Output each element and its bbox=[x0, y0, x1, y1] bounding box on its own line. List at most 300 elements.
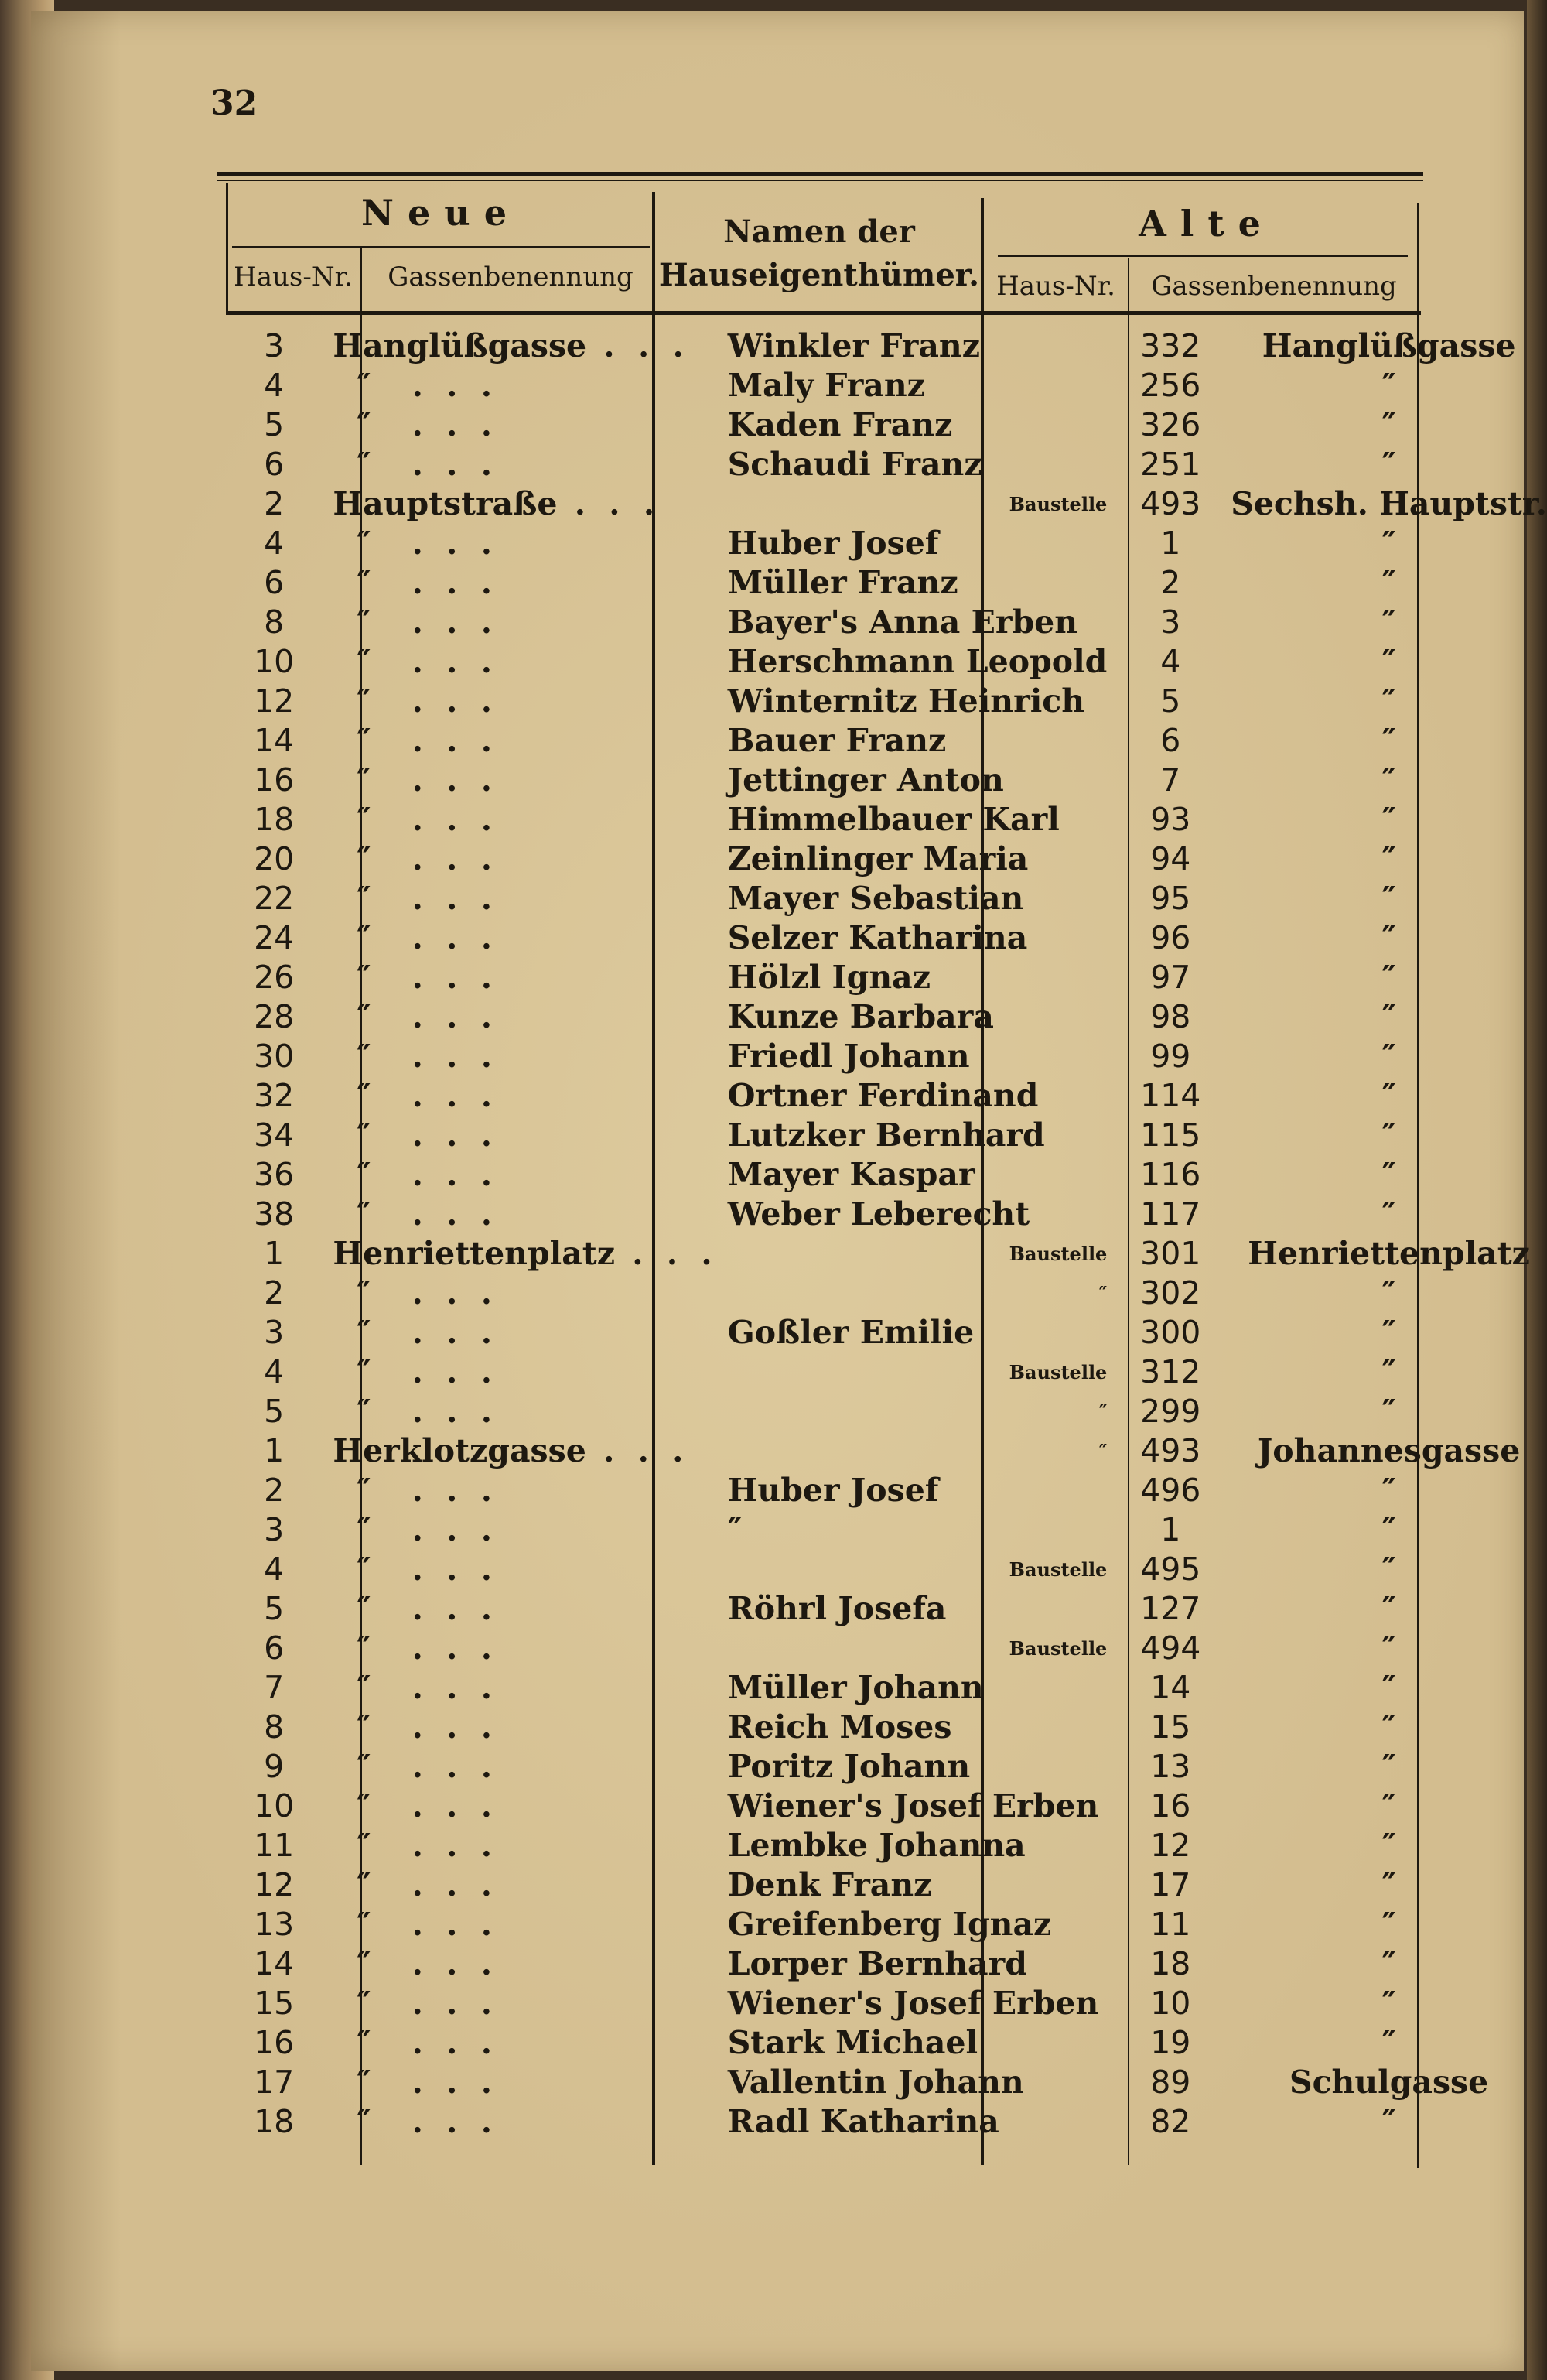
leader-dots: . . . bbox=[394, 801, 498, 838]
leader-dots: . . . bbox=[394, 604, 498, 641]
table-row bbox=[226, 445, 1547, 484]
header-old-street: Gassenbenennung bbox=[1151, 271, 1397, 302]
table-row bbox=[226, 327, 1547, 366]
table-row bbox=[226, 2023, 1547, 2063]
owner-cell bbox=[719, 2102, 1111, 2142]
old-street-name: ″ bbox=[1381, 1669, 1396, 1706]
new-street-name bbox=[322, 721, 718, 761]
owner-name: Bauer Franz bbox=[727, 722, 947, 759]
new-house-number: 2 bbox=[264, 1274, 285, 1311]
old-house-number: 114 bbox=[1140, 1077, 1201, 1114]
table-row bbox=[226, 603, 1547, 642]
ditto-mark: ″ bbox=[357, 998, 371, 1035]
old-street-name: ″ bbox=[1381, 1156, 1396, 1193]
old-street-name: ″ bbox=[1381, 1393, 1396, 1430]
owner-name: Selzer Katharina bbox=[727, 919, 1028, 956]
old-house-number: 127 bbox=[1140, 1590, 1201, 1627]
old-street-name: ″ bbox=[1381, 367, 1396, 404]
leader-dots: . . . bbox=[394, 682, 498, 720]
new-house-number: 3 bbox=[264, 1511, 285, 1548]
new-street-name bbox=[322, 524, 718, 563]
table-row bbox=[226, 1037, 1547, 1076]
ditto-mark: ″ bbox=[357, 1945, 371, 1982]
owner-cell bbox=[719, 603, 1111, 642]
new-house-number: 5 bbox=[264, 406, 285, 443]
leader-dots: . . . bbox=[394, 1274, 498, 1311]
leader-dots: . . . bbox=[394, 525, 498, 562]
new-street-name bbox=[322, 2023, 718, 2063]
owner-cell bbox=[719, 721, 1111, 761]
new-street-name bbox=[322, 839, 718, 879]
owner-note: ″ bbox=[1098, 1282, 1108, 1305]
new-house-number: 18 bbox=[254, 2103, 295, 2140]
leader-dots: . . . bbox=[394, 998, 498, 1035]
old-house-number: 95 bbox=[1150, 880, 1191, 917]
owner-cell bbox=[719, 1787, 1111, 1826]
old-street-name: ″ bbox=[1381, 1629, 1396, 1667]
old-house-number: 94 bbox=[1150, 840, 1191, 877]
new-street-name bbox=[322, 1037, 718, 1076]
ditto-mark: ″ bbox=[357, 1314, 371, 1351]
new-street-name bbox=[322, 1668, 718, 1708]
table-row bbox=[226, 918, 1547, 958]
new-street-name bbox=[322, 603, 718, 642]
new-street-name bbox=[322, 1865, 718, 1905]
old-street-name: ″ bbox=[1381, 1590, 1396, 1627]
ditto-mark: ″ bbox=[357, 1866, 371, 1903]
ditto-mark: ″ bbox=[357, 1156, 371, 1193]
table-row bbox=[226, 642, 1547, 682]
table-row bbox=[226, 1708, 1547, 1747]
new-house-number: 11 bbox=[254, 1827, 295, 1864]
old-house-number: 300 bbox=[1140, 1314, 1201, 1351]
old-house-number: 19 bbox=[1150, 2024, 1191, 2061]
owner-cell bbox=[719, 445, 1111, 484]
owner-name: Mayer Sebastian bbox=[727, 880, 1024, 917]
old-street-name: ″ bbox=[1381, 604, 1396, 641]
leader-dots: . . . bbox=[394, 1748, 498, 1785]
old-street-name: ″ bbox=[1381, 406, 1396, 443]
old-house-number: 332 bbox=[1140, 327, 1201, 364]
owner-cell bbox=[719, 1747, 1111, 1787]
header-old-group: Alte bbox=[1139, 203, 1275, 244]
owner-name: Vallentin Johann bbox=[727, 2064, 1024, 2101]
old-house-number: 5 bbox=[1160, 682, 1181, 720]
old-house-number: 99 bbox=[1150, 1038, 1191, 1075]
owner-cell bbox=[719, 682, 1111, 721]
owner-cell bbox=[719, 1155, 1111, 1195]
new-street-name bbox=[322, 1076, 718, 1116]
owner-cell bbox=[719, 1944, 1111, 1984]
old-house-number: 7 bbox=[1160, 761, 1181, 798]
new-house-number: 6 bbox=[264, 446, 285, 483]
table-row bbox=[226, 1550, 1547, 1589]
ditto-mark: ″ bbox=[357, 643, 371, 680]
ditto-mark: ″ bbox=[357, 604, 371, 641]
old-house-number: 82 bbox=[1150, 2103, 1191, 2140]
new-group-underline bbox=[232, 246, 650, 248]
table-row bbox=[226, 1865, 1547, 1905]
old-house-number: 15 bbox=[1150, 1708, 1191, 1746]
new-street-name bbox=[322, 1826, 718, 1865]
ditto-mark: ″ bbox=[357, 682, 371, 720]
leader-dots: . . . bbox=[394, 1827, 498, 1864]
owner-cell bbox=[719, 2063, 1111, 2102]
new-street-name bbox=[322, 1431, 718, 1471]
ditto-mark: ″ bbox=[357, 840, 371, 877]
old-house-number: 93 bbox=[1150, 801, 1191, 838]
owner-cell bbox=[719, 1076, 1111, 1116]
owner-cell bbox=[719, 2023, 1111, 2063]
owner-name: Wiener's Josef Erben bbox=[727, 1985, 1099, 2022]
owner-note: ″ bbox=[1098, 1400, 1108, 1423]
col-sep-left-border bbox=[226, 183, 228, 314]
owner-cell bbox=[719, 563, 1111, 603]
old-house-number: 251 bbox=[1140, 446, 1201, 483]
leader-dots: . . . bbox=[394, 367, 498, 404]
table-row bbox=[226, 1905, 1547, 1944]
new-house-number: 24 bbox=[254, 919, 295, 956]
new-street-name bbox=[322, 918, 718, 958]
table-row bbox=[226, 524, 1547, 563]
owner-cell bbox=[719, 1195, 1111, 1234]
old-house-number: 98 bbox=[1150, 998, 1191, 1035]
table-row bbox=[226, 1116, 1547, 1155]
table-row bbox=[226, 958, 1547, 997]
owner-name: Reich Moses bbox=[727, 1708, 952, 1746]
owner-cell bbox=[719, 1471, 1111, 1510]
new-house-number: 36 bbox=[254, 1156, 295, 1193]
owner-name: Zeinlinger Maria bbox=[727, 840, 1029, 877]
ditto-mark: ″ bbox=[357, 1787, 371, 1824]
owner-name: Himmelbauer Karl bbox=[727, 801, 1060, 838]
old-house-number: 14 bbox=[1150, 1669, 1191, 1706]
ditto-mark: ″ bbox=[357, 446, 371, 483]
old-house-number: 18 bbox=[1150, 1945, 1191, 1982]
owner-note: Baustelle bbox=[1009, 1243, 1108, 1265]
ditto-mark: ″ bbox=[357, 1669, 371, 1706]
new-house-number: 3 bbox=[264, 1314, 285, 1351]
ditto-mark: ″ bbox=[357, 1748, 371, 1785]
owner-note: Baustelle bbox=[1009, 1637, 1108, 1660]
owner-cell bbox=[719, 1352, 1111, 1392]
new-house-number: 13 bbox=[254, 1906, 295, 1943]
owner-note: Baustelle bbox=[1009, 1558, 1108, 1581]
new-street-name bbox=[322, 2063, 718, 2102]
table-row bbox=[226, 839, 1547, 879]
leader-dots: . . . bbox=[586, 327, 690, 364]
table-row bbox=[226, 1392, 1547, 1431]
new-house-number: 28 bbox=[254, 998, 295, 1035]
owner-name: Huber Josef bbox=[727, 1472, 939, 1509]
new-street-name bbox=[322, 445, 718, 484]
leader-dots: . . . bbox=[394, 1945, 498, 1982]
header-new-group: Neue bbox=[360, 192, 521, 234]
owner-cell bbox=[719, 1274, 1111, 1313]
new-house-number: 4 bbox=[264, 367, 285, 404]
ditto-mark: ″ bbox=[357, 1708, 371, 1746]
new-street-name bbox=[322, 1984, 718, 2023]
leader-dots: . . . bbox=[394, 959, 498, 996]
old-house-number: 2 bbox=[1160, 564, 1181, 601]
page-number: 32 bbox=[210, 84, 258, 123]
table-row bbox=[226, 405, 1547, 445]
old-house-number: 256 bbox=[1140, 367, 1201, 404]
ditto-mark: ″ bbox=[357, 1472, 371, 1509]
table-row bbox=[226, 2102, 1547, 2142]
ditto-mark: ″ bbox=[357, 761, 371, 798]
old-house-number: 13 bbox=[1150, 1748, 1191, 1785]
new-house-number: 4 bbox=[264, 1353, 285, 1390]
owner-cell bbox=[719, 879, 1111, 918]
leader-dots: . . . bbox=[394, 2064, 498, 2101]
new-house-number: 34 bbox=[254, 1116, 295, 1154]
ditto-mark: ″ bbox=[357, 2064, 371, 2101]
owner-cell bbox=[719, 1116, 1111, 1155]
old-street-name: ″ bbox=[1381, 761, 1396, 798]
old-street-name: ″ bbox=[1381, 1985, 1396, 2022]
old-street-name: ″ bbox=[1381, 564, 1396, 601]
leader-dots: . . . bbox=[394, 1985, 498, 2022]
new-house-number: 12 bbox=[254, 1866, 295, 1903]
owner-cell bbox=[719, 366, 1111, 405]
old-street-name: ″ bbox=[1381, 1748, 1396, 1785]
leader-dots: . . . bbox=[394, 1353, 498, 1390]
old-house-number: 10 bbox=[1150, 1985, 1191, 2022]
owner-name: Poritz Johann bbox=[727, 1748, 971, 1785]
old-house-number: 3 bbox=[1160, 604, 1181, 641]
new-street-name bbox=[322, 682, 718, 721]
table-row bbox=[226, 1589, 1547, 1629]
old-street-name: ″ bbox=[1381, 1116, 1396, 1154]
owner-cell bbox=[719, 1313, 1111, 1352]
owner-name: Goßler Emilie bbox=[727, 1314, 975, 1351]
new-street-name bbox=[322, 563, 718, 603]
street-label: Herklotzgasse bbox=[333, 1432, 586, 1469]
new-house-number: 22 bbox=[254, 880, 295, 917]
new-house-number: 4 bbox=[264, 1551, 285, 1588]
table-row bbox=[226, 1668, 1547, 1708]
old-street-name: ″ bbox=[1381, 682, 1396, 720]
table-row bbox=[226, 1155, 1547, 1195]
owner-cell bbox=[719, 1905, 1111, 1944]
old-street-name: ″ bbox=[1381, 1551, 1396, 1588]
new-street-name bbox=[322, 958, 718, 997]
owner-cell bbox=[719, 1668, 1111, 1708]
owner-name: Hölzl Ignaz bbox=[727, 959, 931, 996]
old-street-name: ″ bbox=[1381, 840, 1396, 877]
leader-dots: . . . bbox=[394, 1787, 498, 1824]
owner-note: Baustelle bbox=[1009, 493, 1108, 515]
old-street-name: Johannesgasse bbox=[1257, 1432, 1521, 1469]
ditto-mark: ″ bbox=[357, 2024, 371, 2061]
leader-dots: . . . bbox=[394, 1472, 498, 1509]
leader-dots: . . . bbox=[394, 1906, 498, 1943]
new-street-name bbox=[322, 761, 718, 800]
new-house-number: 17 bbox=[254, 2064, 295, 2101]
header-bottom-rule bbox=[226, 311, 1421, 315]
old-house-number: 495 bbox=[1140, 1551, 1201, 1588]
ditto-mark: ″ bbox=[357, 722, 371, 759]
old-street-name: ″ bbox=[1381, 722, 1396, 759]
new-street-name bbox=[322, 484, 718, 524]
new-street-name bbox=[322, 1944, 718, 1984]
old-house-number: 312 bbox=[1140, 1353, 1201, 1390]
new-house-number: 5 bbox=[264, 1393, 285, 1430]
old-group-underline bbox=[998, 255, 1408, 257]
owner-cell bbox=[719, 918, 1111, 958]
old-house-number: 326 bbox=[1140, 406, 1201, 443]
new-street-name bbox=[322, 1510, 718, 1550]
owner-name: Maly Franz bbox=[727, 367, 925, 404]
old-house-number: 1 bbox=[1160, 525, 1181, 562]
old-street-name: ″ bbox=[1381, 998, 1396, 1035]
new-street-name bbox=[322, 1589, 718, 1629]
new-street-name bbox=[322, 1708, 718, 1747]
top-double-rule-inner bbox=[217, 180, 1423, 181]
ditto-mark: ″ bbox=[357, 406, 371, 443]
old-street-name: ″ bbox=[1381, 801, 1396, 838]
owner-name: Huber Josef bbox=[727, 525, 939, 562]
owner-name: Ortner Ferdinand bbox=[727, 1077, 1039, 1114]
owner-cell bbox=[719, 642, 1111, 682]
ditto-mark: ″ bbox=[357, 880, 371, 917]
leader-dots: . . . bbox=[394, 840, 498, 877]
old-house-number: 493 bbox=[1140, 485, 1201, 522]
owner-name: ″ bbox=[727, 1511, 743, 1548]
register-table bbox=[226, 327, 1547, 2142]
table-row bbox=[226, 1274, 1547, 1313]
owner-name: Winternitz Heinrich bbox=[727, 682, 1085, 720]
ditto-mark: ″ bbox=[357, 1827, 371, 1864]
street-label: Hauptstraße bbox=[333, 485, 558, 522]
old-street-name: ″ bbox=[1381, 880, 1396, 917]
leader-dots: . . . bbox=[394, 1195, 498, 1233]
owner-cell bbox=[719, 1510, 1111, 1550]
leader-dots: . . . bbox=[394, 1866, 498, 1903]
old-street-name: ″ bbox=[1381, 446, 1396, 483]
leader-dots: . . . bbox=[394, 1551, 498, 1588]
table-row bbox=[226, 1747, 1547, 1787]
new-house-number: 14 bbox=[254, 722, 295, 759]
owner-name: Wiener's Josef Erben bbox=[727, 1787, 1099, 1824]
owner-cell bbox=[719, 1826, 1111, 1865]
table-row bbox=[226, 997, 1547, 1037]
owner-name: Jettinger Anton bbox=[727, 761, 1004, 798]
new-house-number: 38 bbox=[254, 1195, 295, 1233]
old-street-name: Schulgasse bbox=[1289, 2064, 1489, 2101]
ditto-mark: ″ bbox=[357, 1393, 371, 1430]
ditto-mark: ″ bbox=[357, 367, 371, 404]
old-street-name: ″ bbox=[1381, 1827, 1396, 1864]
owner-cell bbox=[719, 1984, 1111, 2023]
header-owners-line2: Hauseigenthümer. bbox=[658, 257, 980, 293]
table-row bbox=[226, 1352, 1547, 1392]
new-house-number: 16 bbox=[254, 2024, 295, 2061]
old-street-name: ″ bbox=[1381, 2024, 1396, 2061]
new-house-number: 15 bbox=[254, 1985, 295, 2022]
ditto-mark: ″ bbox=[357, 959, 371, 996]
new-street-name bbox=[322, 997, 718, 1037]
new-street-name bbox=[322, 1234, 718, 1274]
old-street-name: Henriettenplatz bbox=[1248, 1235, 1530, 1272]
table-row bbox=[226, 1984, 1547, 2023]
owner-cell bbox=[719, 958, 1111, 997]
owner-name: Denk Franz bbox=[727, 1866, 932, 1903]
old-house-number: 115 bbox=[1140, 1116, 1201, 1154]
leader-dots: . . . bbox=[394, 919, 498, 956]
owner-cell bbox=[719, 1708, 1111, 1747]
ditto-mark: ″ bbox=[357, 525, 371, 562]
old-house-number: 89 bbox=[1150, 2064, 1191, 2101]
new-house-number: 2 bbox=[264, 1472, 285, 1509]
top-double-rule bbox=[217, 172, 1423, 176]
new-street-name bbox=[322, 879, 718, 918]
owner-cell bbox=[719, 839, 1111, 879]
table-row bbox=[226, 1431, 1547, 1471]
new-street-name bbox=[322, 1116, 718, 1155]
old-street-name: ″ bbox=[1381, 525, 1396, 562]
old-house-number: 16 bbox=[1150, 1787, 1191, 1824]
old-house-number: 17 bbox=[1150, 1866, 1191, 1903]
leader-dots: . . . bbox=[615, 1235, 719, 1272]
table-row bbox=[226, 879, 1547, 918]
new-house-number: 8 bbox=[264, 1708, 285, 1746]
old-street-name: Hanglüßgasse bbox=[1262, 327, 1516, 364]
leader-dots: . . . bbox=[394, 564, 498, 601]
table-row bbox=[226, 1195, 1547, 1234]
leader-dots: . . . bbox=[394, 406, 498, 443]
table-row bbox=[226, 800, 1547, 839]
table-row bbox=[226, 682, 1547, 721]
ditto-mark: ″ bbox=[357, 1629, 371, 1667]
new-house-number: 8 bbox=[264, 604, 285, 641]
new-street-name bbox=[322, 1629, 718, 1668]
owner-cell bbox=[719, 1865, 1111, 1905]
owner-note: ″ bbox=[1098, 1440, 1108, 1462]
owner-cell bbox=[719, 484, 1111, 524]
ditto-mark: ″ bbox=[357, 1906, 371, 1943]
owner-cell bbox=[719, 1589, 1111, 1629]
table-row bbox=[226, 721, 1547, 761]
old-street-name: ″ bbox=[1381, 1314, 1396, 1351]
owner-cell bbox=[719, 1392, 1111, 1431]
old-street-name: Sechsh. Hauptstr. bbox=[1231, 485, 1547, 522]
ditto-mark: ″ bbox=[357, 1511, 371, 1548]
new-street-name bbox=[322, 1787, 718, 1826]
street-label: Hanglüßgasse bbox=[333, 327, 587, 364]
new-street-name bbox=[322, 1352, 718, 1392]
old-house-number: 97 bbox=[1150, 959, 1191, 996]
table-row bbox=[226, 1826, 1547, 1865]
new-street-name bbox=[322, 1392, 718, 1431]
old-house-number: 11 bbox=[1150, 1906, 1191, 1943]
old-street-name: ″ bbox=[1381, 959, 1396, 996]
leader-dots: . . . bbox=[394, 761, 498, 798]
new-house-number: 9 bbox=[264, 1748, 285, 1785]
new-house-number: 20 bbox=[254, 840, 295, 877]
leader-dots: . . . bbox=[394, 1116, 498, 1154]
ditto-mark: ″ bbox=[357, 1274, 371, 1311]
ditto-mark: ″ bbox=[357, 1038, 371, 1075]
new-house-number: 18 bbox=[254, 801, 295, 838]
owner-cell bbox=[719, 761, 1111, 800]
leader-dots: . . . bbox=[394, 1511, 498, 1548]
owner-name: Lembke Johanna bbox=[727, 1827, 1026, 1864]
ditto-mark: ″ bbox=[357, 801, 371, 838]
new-house-number: 16 bbox=[254, 761, 295, 798]
table-row bbox=[226, 1471, 1547, 1510]
